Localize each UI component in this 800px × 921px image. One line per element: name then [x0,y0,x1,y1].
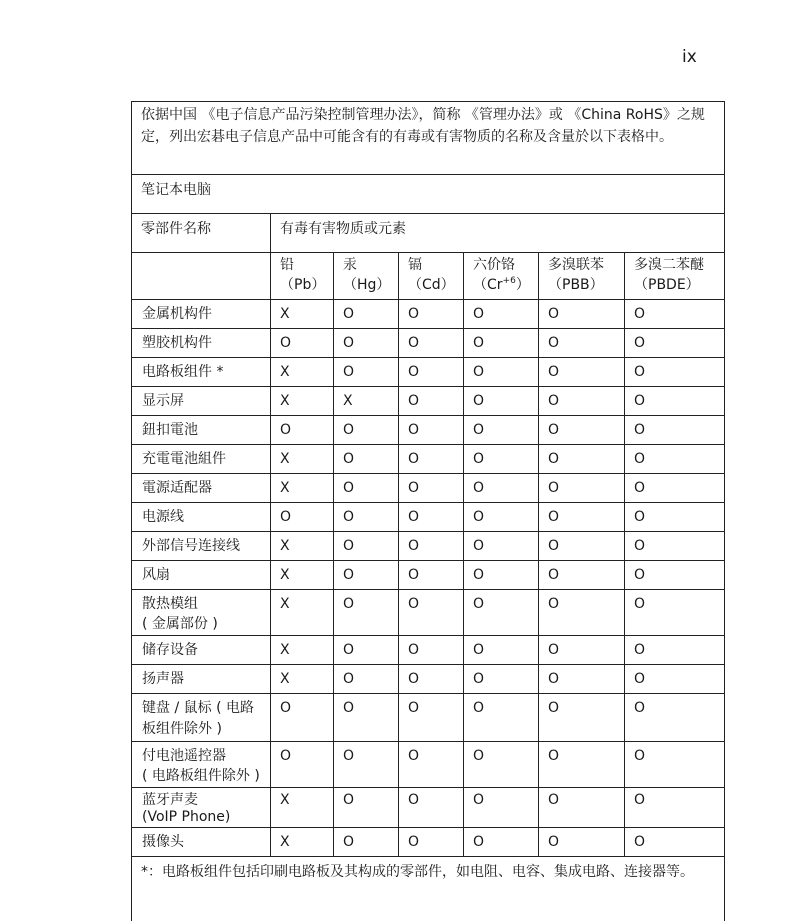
part-name: 显示屏 [132,387,271,416]
substance-mark: O [539,300,625,329]
table-row [132,532,725,561]
substance-mark: O [399,561,464,590]
substance-mark: O [464,300,539,329]
substance-mark: O [399,445,464,474]
substance-mark: O [271,416,334,445]
substance-name: 多溴二苯醚 [634,255,715,275]
substance-mark: O [334,561,399,590]
part-name: 付电池遥控器 ( 电路板组件除外 ) [132,742,271,788]
substance-mark: O [334,828,399,857]
substance-mark: O [399,503,464,532]
substance-mark: O [625,387,725,416]
substance-mark: O [625,300,725,329]
substance-mark: O [625,694,725,742]
substance-mark: O [399,788,464,828]
substance-mark: O [539,474,625,503]
substance-mark: O [399,742,464,788]
substance-symbol: （Hg） [343,275,389,295]
substance-symbol: （PBDE） [634,275,715,295]
substance-header [625,253,725,300]
substance-mark: O [334,503,399,532]
substance-mark: O [334,665,399,694]
substance-name: 汞 [343,255,389,275]
substance-mark: O [539,416,625,445]
part-name: 电路板组件 * [132,358,271,387]
substance-mark: O [464,329,539,358]
substance-mark: O [399,387,464,416]
substance-mark: O [539,532,625,561]
substance-mark: O [625,503,725,532]
part-name: 扬声器 [132,665,271,694]
table-row [132,590,725,636]
substance-mark: X [271,665,334,694]
table-row [132,742,725,788]
part-name: 键盘 / 鼠标 ( 电路板组件除外 ) [132,694,271,742]
substances-header: 有毒有害物质或元素 [271,214,725,253]
substance-mark: O [539,503,625,532]
substance-mark: O [539,828,625,857]
substance-mark: O [464,387,539,416]
substance-mark: O [334,300,399,329]
substance-mark: X [271,358,334,387]
substance-mark: O [271,503,334,532]
substance-mark: O [539,694,625,742]
substance-mark: O [539,636,625,665]
substance-mark: O [334,474,399,503]
substance-mark: O [271,329,334,358]
substance-mark: O [334,358,399,387]
table-row [132,445,725,474]
substance-name: 六价铬 [473,255,529,275]
part-name: 散热模组 ( 金属部份 ) [132,590,271,636]
substance-mark: O [464,742,539,788]
substance-mark: O [625,665,725,694]
substance-mark: O [539,590,625,636]
part-name: 外部信号连接线 [132,532,271,561]
table-row [132,561,725,590]
part-name: 蓝牙声麦 (VoIP Phone) [132,788,271,828]
part-name: 金属机构件 [132,300,271,329]
substance-symbol: $(Cr^{+6})$ [473,275,529,295]
substance-mark: O [334,416,399,445]
substance-name: 镉 [408,255,454,275]
substance-mark: O [271,742,334,788]
table-row [132,387,725,416]
substance-mark: O [334,788,399,828]
substance-mark: O [464,636,539,665]
substance-mark: O [334,694,399,742]
substance-mark: O [625,474,725,503]
substance-mark: O [539,561,625,590]
substance-mark: O [464,416,539,445]
substance-mark: O [399,358,464,387]
substance-mark: O [464,665,539,694]
substance-mark: X [271,788,334,828]
substance-mark: X [271,828,334,857]
substance-mark: X [334,387,399,416]
part-name: 塑胶机构件 [132,329,271,358]
substance-mark: O [625,532,725,561]
table-row [132,300,725,329]
substance-mark: O [334,329,399,358]
product-category: 笔记本电脑 [132,175,725,214]
substance-mark: O [625,416,725,445]
substance-mark: O [334,590,399,636]
substance-mark: O [399,532,464,561]
substance-mark: O [625,358,725,387]
substance-mark: O [539,665,625,694]
table-row [132,474,725,503]
substance-mark: O [399,665,464,694]
substance-mark: X [271,445,334,474]
table-row [132,665,725,694]
substance-mark: X [271,300,334,329]
part-name: 摄像头 [132,828,271,857]
part-name: 储存设备 [132,636,271,665]
substance-mark: O [625,590,725,636]
substance-mark: O [464,532,539,561]
substance-mark: O [625,329,725,358]
substance-mark: X [271,590,334,636]
substance-mark: O [334,742,399,788]
substance-name: 铅 [280,255,324,275]
substance-mark: O [464,828,539,857]
substance-header [539,253,625,300]
substance-mark: O [625,828,725,857]
part-name: 电源线 [132,503,271,532]
table-row [132,503,725,532]
table-row [132,636,725,665]
substance-mark: O [464,694,539,742]
table-row [132,788,725,828]
page-number: ix [682,47,697,67]
substance-mark: X [271,636,334,665]
substance-mark: O [539,788,625,828]
footnote: *：电路板组件包括印刷电路板及其构成的零部件，如电阻、电容、集成电路、连接器等。 [132,857,725,921]
substance-mark: O [464,503,539,532]
hazardous-substances-table [131,101,725,921]
part-name-header: 零部件名称 [132,214,271,253]
table-row [132,329,725,358]
part-name: 风扇 [132,561,271,590]
substance-mark: O [625,788,725,828]
table-row [132,828,725,857]
part-name: 電源适配器 [132,474,271,503]
intro-text: 依据中国 《电子信息产品污染控制管理办法》，简称 《管理办法》或 《China RoHS》之规定，列出宏碁电子信息产品中可能含有的有毒或有害物质的名称及含量於以下表格中。 [132,102,725,175]
substance-name: 多溴联苯 [548,255,615,275]
substance-mark: O [539,329,625,358]
substance-header [464,253,539,300]
substance-mark: O [464,474,539,503]
part-name-header-blank [132,253,271,300]
substance-symbol: （PBB） [548,275,615,295]
substance-mark: O [399,416,464,445]
substance-header [271,253,334,300]
substance-mark: X [271,474,334,503]
substance-mark: O [464,590,539,636]
substance-mark: O [625,742,725,788]
substance-mark: O [334,636,399,665]
substance-header [399,253,464,300]
part-name: 鈕扣電池 [132,416,271,445]
substance-mark: O [334,445,399,474]
substance-mark: O [399,694,464,742]
substance-mark: O [539,742,625,788]
substance-mark: O [399,828,464,857]
substance-mark: O [539,387,625,416]
substance-mark: O [464,358,539,387]
substance-mark: O [625,445,725,474]
substance-mark: O [399,329,464,358]
substance-symbol: （Cd） [408,275,454,295]
substance-mark: O [625,561,725,590]
substance-mark: O [464,445,539,474]
substance-mark: O [399,636,464,665]
substance-mark: O [399,590,464,636]
substance-mark: X [271,532,334,561]
table-row [132,694,725,742]
substance-mark: O [625,636,725,665]
substance-mark: O [271,694,334,742]
substance-mark: O [539,445,625,474]
substance-mark: X [271,561,334,590]
substance-mark: O [399,474,464,503]
table-row [132,358,725,387]
substance-mark: X [271,387,334,416]
substance-mark: O [539,358,625,387]
substance-header [334,253,399,300]
substance-mark: O [464,788,539,828]
part-name: 充電電池組件 [132,445,271,474]
table-row [132,416,725,445]
substance-mark: O [334,532,399,561]
substance-mark: O [399,300,464,329]
substance-symbol: （Pb） [280,275,324,295]
substance-mark: O [464,561,539,590]
